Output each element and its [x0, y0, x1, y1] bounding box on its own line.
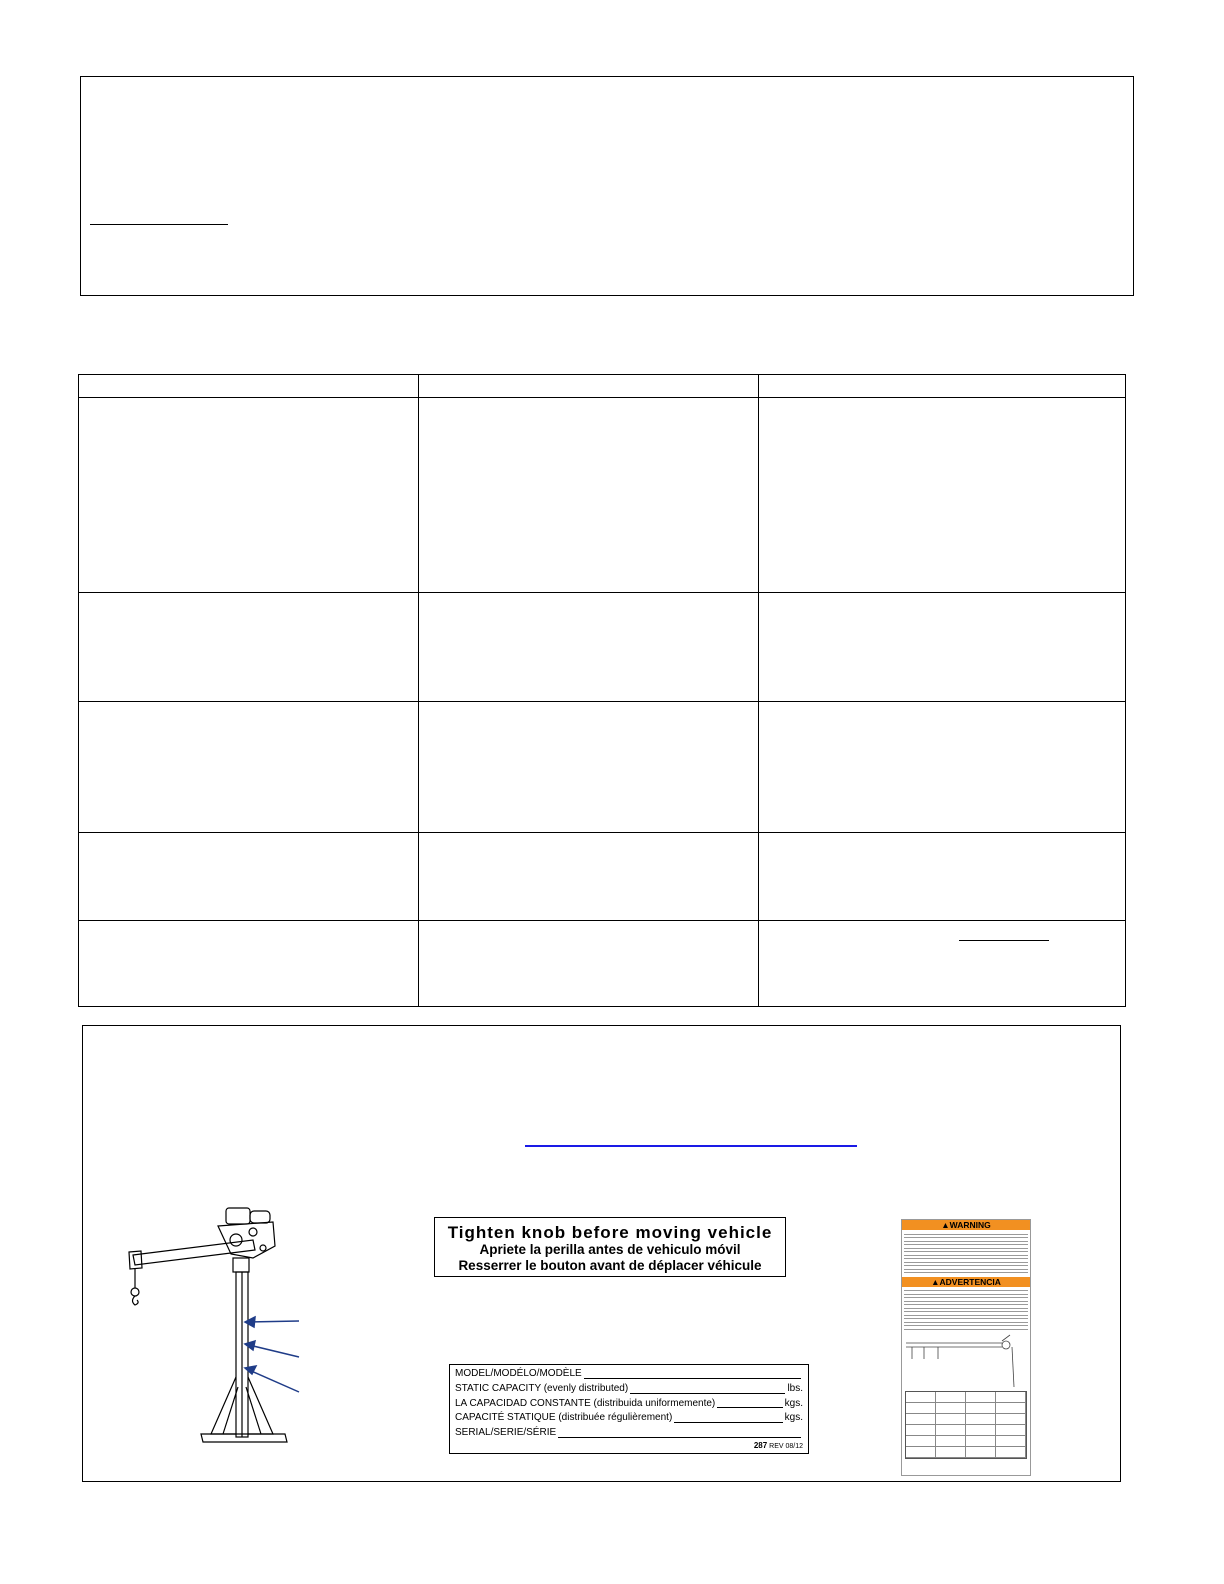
model-row	[455, 1367, 803, 1382]
table-row	[79, 921, 1126, 1007]
capacite-blank	[674, 1422, 782, 1423]
knob-label-english: Tighten knob before moving vehicle	[447, 1223, 773, 1242]
capacite-row	[455, 1411, 803, 1426]
advertencia-title: ADVERTENCIA	[939, 1276, 1001, 1287]
table-cell	[419, 593, 759, 702]
warning-decal	[901, 1219, 1031, 1476]
table-cell	[759, 398, 1126, 593]
top-notice-box	[80, 76, 1134, 296]
table-header-row	[79, 375, 1126, 398]
static-capacity-row	[455, 1382, 803, 1397]
unit-kgs: kgs.	[784, 1412, 803, 1424]
table-cell	[759, 702, 1126, 833]
warning-header	[902, 1220, 1030, 1230]
capacidad-row	[455, 1397, 803, 1412]
model-field-label: MODEL/MODÉLO/MODÈLE	[455, 1368, 582, 1379]
model-capacity-label	[449, 1364, 809, 1454]
davit-crane-illustration	[123, 1202, 313, 1457]
part-number: 287	[753, 1440, 768, 1450]
knob-label-french: Resserrer le bouton avant de déplacer véhicule	[458, 1258, 762, 1273]
hyperlink-underline[interactable]	[525, 1145, 857, 1147]
table-cell	[79, 398, 419, 593]
table-cell	[79, 702, 419, 833]
unit-lbs: lbs.	[787, 1382, 803, 1394]
table-cell	[79, 593, 419, 702]
table-cell	[759, 833, 1126, 921]
table-cell	[79, 375, 419, 398]
table-cell	[419, 921, 759, 1007]
underline-rule	[959, 940, 1049, 941]
tighten-knob-label	[434, 1217, 786, 1277]
warning-text-lines	[902, 1230, 1030, 1277]
warning-triangle-icon: ▲	[941, 1220, 950, 1230]
table-row	[79, 593, 1126, 702]
serial-blank	[558, 1437, 801, 1438]
revision: REV 08/12	[769, 1442, 803, 1450]
info-table	[78, 374, 1126, 1007]
static-capacity-blank	[630, 1393, 785, 1394]
warning-title: WARNING	[949, 1220, 991, 1230]
advertencia-header	[902, 1277, 1030, 1287]
table-cell	[419, 398, 759, 593]
knob-label-spanish: Apriete la perilla antes de vehiculo móvil	[479, 1242, 741, 1257]
capacidad-blank	[717, 1407, 782, 1408]
table-cell	[79, 833, 419, 921]
capacite-label: CAPACITÉ STATIQUE (distribuée régulièrement)	[455, 1412, 673, 1424]
serial-label: SERIAL/SERIE/SÉRIE	[455, 1427, 557, 1439]
boom-position-diagram	[902, 1333, 1030, 1387]
model-blank	[584, 1378, 801, 1379]
underline-rule	[90, 224, 228, 225]
serial-row	[455, 1426, 803, 1441]
table-cell	[419, 375, 759, 398]
advertencia-text-lines	[902, 1287, 1030, 1334]
boom-capacity-chart	[905, 1391, 1027, 1459]
table-cell	[759, 375, 1126, 398]
static-capacity-label: STATIC CAPACITY (evenly distributed)	[455, 1382, 629, 1394]
table-cell	[419, 833, 759, 921]
capacidad-label: LA CAPACIDAD CONSTANTE (distribuida uniformemente)	[455, 1397, 716, 1409]
table-cell	[419, 702, 759, 833]
table-cell	[759, 593, 1126, 702]
table-cell	[79, 921, 419, 1007]
label-footer	[455, 1441, 803, 1451]
warning-triangle-icon: ▲	[931, 1276, 940, 1287]
table-row	[79, 702, 1126, 833]
table-cell	[759, 921, 1126, 1007]
table-row	[79, 398, 1126, 593]
unit-kgs: kgs.	[784, 1397, 803, 1409]
table-row	[79, 833, 1126, 921]
labels-section	[82, 1025, 1121, 1482]
